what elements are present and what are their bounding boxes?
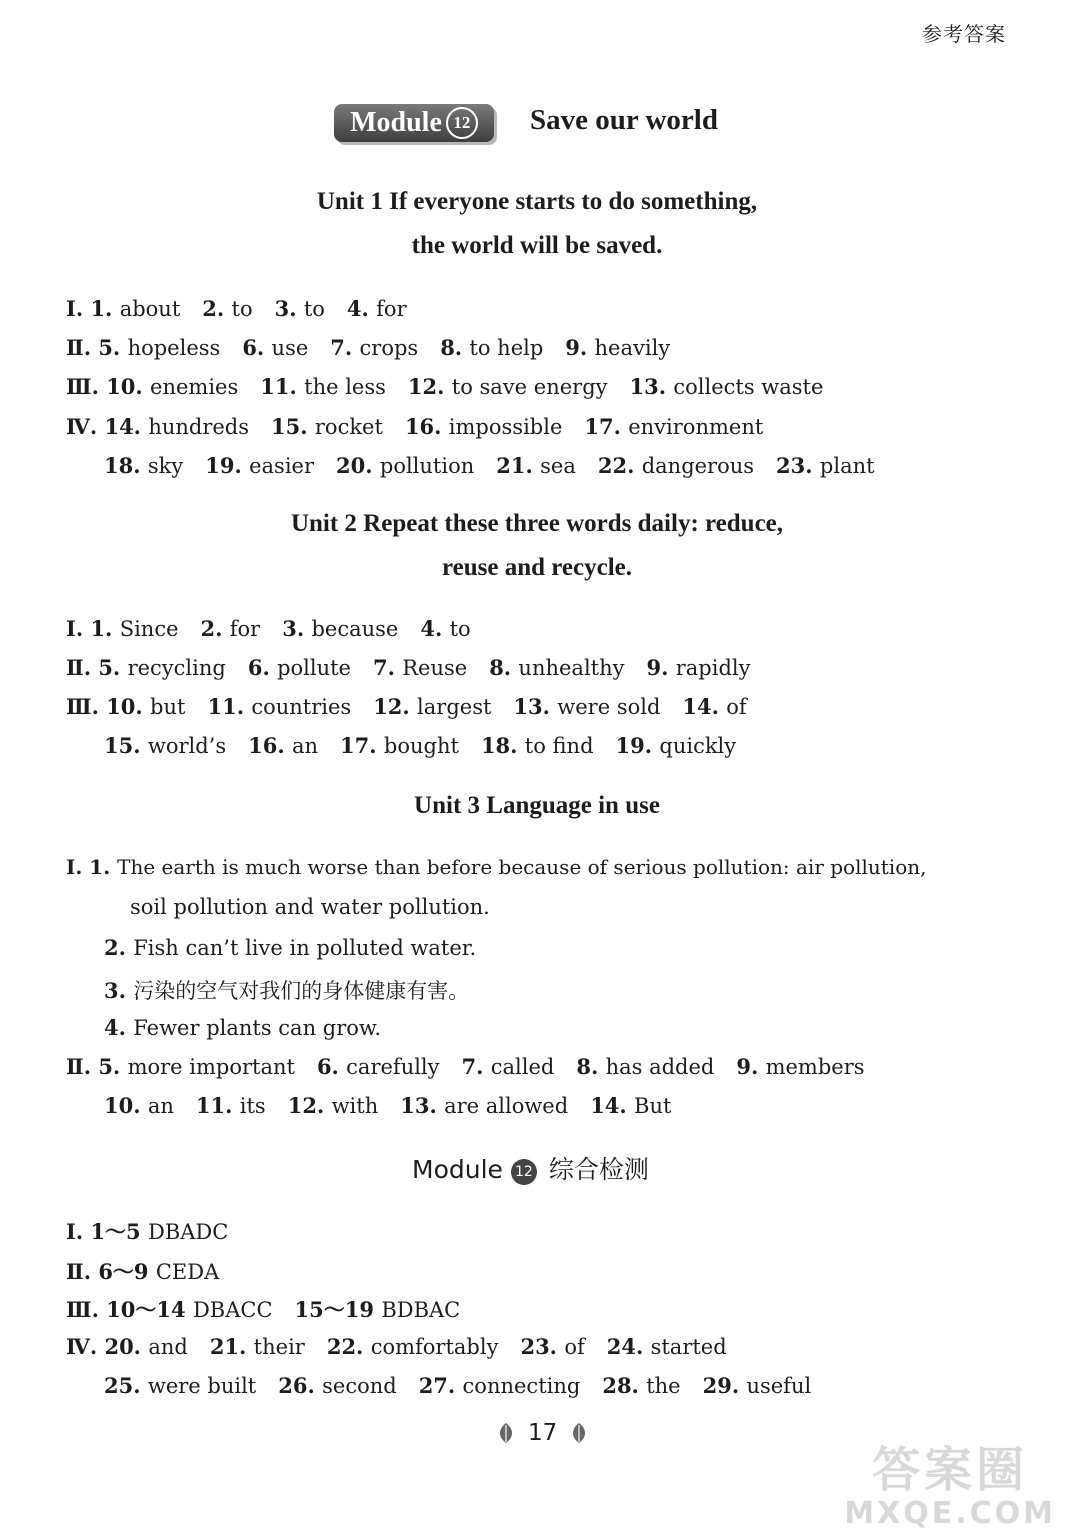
question-number: 24. bbox=[606, 1334, 651, 1359]
question-number: Ⅲ. 10. bbox=[66, 374, 151, 399]
answer-text: bought bbox=[383, 734, 459, 758]
answer-text: unhealthy bbox=[518, 656, 625, 680]
answer-text: Fish can’t live in polluted water. bbox=[133, 936, 477, 960]
question-number: 25. bbox=[104, 1373, 148, 1398]
answer-line bbox=[104, 733, 736, 758]
question-number: 11. bbox=[195, 1093, 240, 1118]
question-number: 6. bbox=[242, 335, 272, 360]
unit3-title: Unit 3 Language in use bbox=[414, 792, 660, 819]
question-number: 11. bbox=[260, 374, 305, 399]
question-number: Ⅳ. 14. bbox=[66, 414, 149, 439]
answer-text: hundreds bbox=[148, 415, 250, 439]
answer-line bbox=[104, 1093, 671, 1118]
answer-text: of bbox=[726, 695, 747, 719]
answer-line bbox=[66, 1334, 727, 1359]
question-number: Ⅱ. 6～9 bbox=[66, 1259, 156, 1284]
answer-text: world’s bbox=[147, 734, 227, 758]
question-number: 12. bbox=[407, 374, 452, 399]
question-number: 23. bbox=[776, 453, 820, 478]
answer-text: CEDA bbox=[155, 1260, 220, 1284]
watermark bbox=[844, 1444, 1056, 1530]
answer-text: 污染的空气对我们的身体健康有害。 bbox=[133, 979, 470, 1003]
answer-text: were sold bbox=[557, 695, 661, 719]
question-number: 9. bbox=[565, 335, 595, 360]
answer-text: to bbox=[303, 297, 325, 321]
question-number: 6. bbox=[247, 655, 278, 680]
question-number: 4. bbox=[420, 616, 450, 641]
answer-text: to bbox=[231, 297, 253, 321]
answer-text: an bbox=[147, 1094, 174, 1118]
answer-text: the less bbox=[304, 375, 386, 399]
answer-text: of bbox=[564, 1335, 585, 1359]
answer-text: use bbox=[271, 336, 309, 360]
question-number: 3. bbox=[274, 296, 304, 321]
answer-line bbox=[66, 414, 763, 439]
question-number: Ⅰ. 1. bbox=[66, 296, 120, 321]
review-title-text: 综合检测 bbox=[548, 1155, 649, 1184]
question-number: 7. bbox=[330, 335, 360, 360]
answer-line bbox=[104, 1015, 381, 1040]
watermark-line2: MXQE.COM bbox=[844, 1496, 1056, 1531]
answer-text: were built bbox=[147, 1374, 257, 1398]
question-number: Ⅰ. 1～5 bbox=[66, 1219, 148, 1244]
unit2-title-line2: reuse and recycle. bbox=[441, 554, 632, 581]
question-number: 8. bbox=[576, 1054, 606, 1079]
question-number: 8. bbox=[440, 335, 470, 360]
question-number: 13. bbox=[400, 1093, 445, 1118]
answer-line bbox=[130, 895, 490, 919]
answer-text: started bbox=[650, 1335, 727, 1359]
header-label: 参考答案 bbox=[922, 22, 1006, 46]
question-number: 6. bbox=[316, 1054, 347, 1079]
answer-text: easier bbox=[249, 454, 315, 478]
answer-text: but bbox=[150, 695, 186, 719]
answer-text: for bbox=[376, 297, 407, 321]
question-number: Ⅲ. 10～14 bbox=[66, 1297, 193, 1322]
question-number: 15. bbox=[271, 414, 315, 439]
page-number bbox=[494, 1420, 591, 1446]
answer-line bbox=[66, 1294, 460, 1324]
question-number: 2. bbox=[200, 616, 230, 641]
question-number: 19. bbox=[205, 453, 250, 478]
answer-text: for bbox=[229, 617, 261, 641]
answer-text: and bbox=[148, 1335, 188, 1359]
question-number: 15～19 bbox=[294, 1297, 382, 1322]
answer-line bbox=[66, 855, 926, 879]
answer-text: enemies bbox=[150, 375, 239, 399]
question-number: 22. bbox=[597, 453, 642, 478]
question-number: 4. bbox=[346, 296, 377, 321]
unit1-title-line1: Unit 1 If everyone starts to do something, bbox=[316, 188, 758, 215]
answer-text: countries bbox=[251, 695, 352, 719]
question-number: 2. bbox=[104, 935, 134, 960]
answer-line bbox=[66, 335, 670, 360]
answer-text: has added bbox=[605, 1055, 715, 1079]
answer-text: largest bbox=[417, 695, 492, 719]
answer-text: sea bbox=[540, 454, 576, 478]
answer-text: called bbox=[490, 1055, 555, 1079]
answer-text: more important bbox=[127, 1055, 295, 1079]
review-module-number: 12 bbox=[511, 1159, 537, 1185]
answer-text: quickly bbox=[659, 734, 737, 758]
question-number: 4. bbox=[104, 1015, 134, 1040]
answer-text: to find bbox=[524, 734, 594, 758]
answer-line bbox=[66, 296, 407, 321]
question-number: 7. bbox=[372, 655, 403, 680]
question-number: 16. bbox=[404, 414, 449, 439]
answer-text: second bbox=[322, 1374, 397, 1398]
question-number: 18. bbox=[480, 733, 525, 758]
review-title bbox=[412, 1150, 649, 1186]
answer-line bbox=[66, 1256, 219, 1286]
answer-line bbox=[66, 374, 823, 399]
question-number: 27. bbox=[418, 1373, 463, 1398]
question-number: Ⅱ. 5. bbox=[66, 655, 128, 680]
answer-line bbox=[66, 655, 750, 680]
answer-text: plant bbox=[819, 454, 875, 478]
answer-text: members bbox=[765, 1055, 865, 1079]
question-number: 21. bbox=[209, 1334, 254, 1359]
question-number: 14. bbox=[682, 694, 727, 719]
question-number: 12. bbox=[287, 1093, 332, 1118]
question-number: 2. bbox=[202, 296, 232, 321]
answer-text: crops bbox=[359, 336, 419, 360]
answer-text: Reuse bbox=[402, 656, 468, 680]
answer-text: with bbox=[331, 1094, 379, 1118]
question-number: 15. bbox=[104, 733, 148, 758]
question-number: 9. bbox=[736, 1054, 766, 1079]
question-number: Ⅱ. 5. bbox=[66, 335, 128, 360]
question-number: Ⅳ. 20. bbox=[66, 1334, 149, 1359]
module-title: Save our world bbox=[530, 104, 718, 136]
review-module-word: Module bbox=[412, 1155, 503, 1184]
answer-text: DBADC bbox=[147, 1220, 229, 1244]
answer-text: pollute bbox=[277, 656, 351, 680]
answer-line bbox=[66, 616, 471, 641]
answer-text: recycling bbox=[127, 656, 226, 680]
question-number: Ⅰ. 1. bbox=[66, 616, 120, 641]
question-number: 3. bbox=[282, 616, 312, 641]
question-number: 9. bbox=[646, 655, 676, 680]
question-number: 13. bbox=[513, 694, 558, 719]
answer-text: The earth is much worse than before because of serious pollution: air pollution, bbox=[117, 855, 927, 879]
question-number: 23. bbox=[520, 1334, 565, 1359]
question-number: Ⅰ. 1. bbox=[66, 855, 118, 879]
answer-text: collects waste bbox=[673, 375, 824, 399]
answer-text: the bbox=[646, 1374, 681, 1398]
question-number: 7. bbox=[461, 1054, 491, 1079]
answer-text: dangerous bbox=[641, 454, 755, 478]
answer-line bbox=[104, 1373, 811, 1398]
watermark-line1: 答案圈 bbox=[872, 1442, 1029, 1499]
question-number: 19. bbox=[615, 733, 660, 758]
question-number: 26. bbox=[278, 1373, 323, 1398]
answer-text: heavily bbox=[594, 336, 671, 360]
answer-text: carefully bbox=[346, 1055, 440, 1079]
answer-text: impossible bbox=[448, 415, 563, 439]
answer-text: to help bbox=[469, 336, 544, 360]
module-word: Module bbox=[350, 107, 442, 138]
answer-text: BDBAC bbox=[381, 1298, 461, 1322]
question-number: 28. bbox=[602, 1373, 647, 1398]
question-number: 8. bbox=[489, 655, 519, 680]
question-number: 21. bbox=[496, 453, 541, 478]
answer-text: to bbox=[449, 617, 471, 641]
answer-text: an bbox=[292, 734, 319, 758]
question-number: 20. bbox=[336, 453, 380, 478]
answer-text: hopeless bbox=[127, 336, 221, 360]
answer-text: to save energy bbox=[451, 375, 608, 399]
question-number: 29. bbox=[702, 1373, 747, 1398]
answer-text: environment bbox=[628, 415, 764, 439]
answer-line bbox=[104, 975, 469, 1005]
question-number: Ⅲ. 10. bbox=[66, 694, 151, 719]
unit2-title-line1: Unit 2 Repeat these three words daily: reduce, bbox=[290, 510, 784, 537]
answer-text: Fewer plants can grow. bbox=[133, 1016, 382, 1040]
answer-text: connecting bbox=[462, 1374, 581, 1398]
answer-text: about bbox=[119, 297, 181, 321]
answer-line bbox=[104, 935, 476, 960]
answer-text: because bbox=[311, 617, 399, 641]
question-number: Ⅱ. 5. bbox=[66, 1054, 128, 1079]
answer-text: pollution bbox=[379, 454, 475, 478]
question-number: 11. bbox=[207, 694, 252, 719]
answer-line bbox=[66, 1054, 865, 1079]
answer-text: are allowed bbox=[444, 1094, 569, 1118]
question-number: 17. bbox=[340, 733, 384, 758]
question-number: 10. bbox=[104, 1093, 148, 1118]
answer-text: rapidly bbox=[675, 656, 751, 680]
answer-text: DBACC bbox=[192, 1298, 273, 1322]
page-number-text: 17 bbox=[528, 1420, 558, 1446]
answer-text: soil pollution and water pollution. bbox=[130, 895, 490, 919]
question-number: 17. bbox=[584, 414, 629, 439]
answer-line bbox=[104, 453, 875, 478]
answer-text: rocket bbox=[314, 415, 383, 439]
answer-text: comfortably bbox=[370, 1335, 499, 1359]
question-number: 18. bbox=[104, 453, 148, 478]
question-number: 16. bbox=[248, 733, 292, 758]
answer-line bbox=[66, 694, 747, 719]
unit1-title-line2: the world will be saved. bbox=[411, 232, 663, 259]
leaf-icon bbox=[567, 1421, 591, 1445]
answer-text: its bbox=[239, 1094, 266, 1118]
answer-text: useful bbox=[746, 1374, 812, 1398]
question-number: 13. bbox=[629, 374, 674, 399]
question-number: 22. bbox=[326, 1334, 371, 1359]
answer-text: But bbox=[634, 1094, 672, 1118]
module-number: 12 bbox=[446, 107, 478, 139]
answer-text: Since bbox=[119, 617, 179, 641]
answer-text: sky bbox=[147, 454, 184, 478]
leaf-icon bbox=[494, 1421, 518, 1445]
answer-text: their bbox=[253, 1335, 305, 1359]
question-number: 12. bbox=[373, 694, 418, 719]
module-badge bbox=[334, 104, 494, 142]
question-number: 14. bbox=[590, 1093, 635, 1118]
answer-line bbox=[66, 1216, 228, 1246]
question-number: 3. bbox=[104, 978, 134, 1003]
